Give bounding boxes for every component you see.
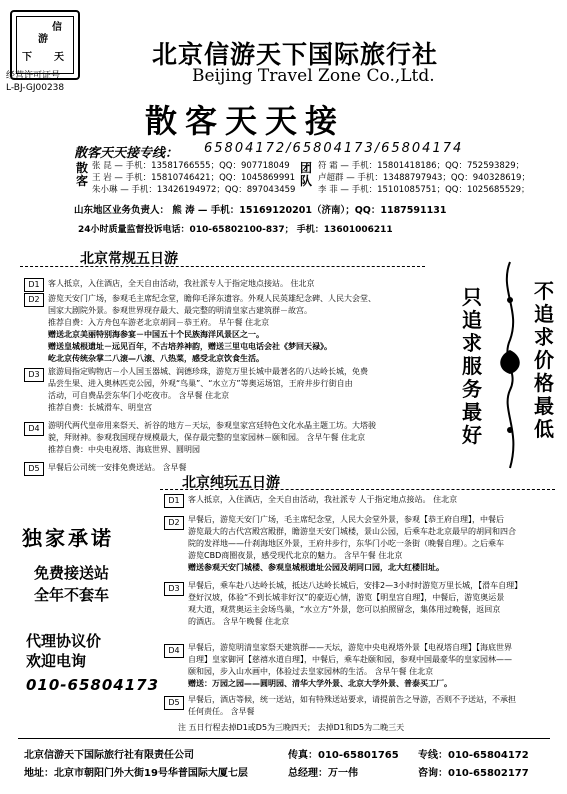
slogan: 散客天天接 xyxy=(145,102,346,140)
slogan-char: 求 xyxy=(462,331,482,355)
slogan-char: 服 xyxy=(462,354,482,378)
slogan-char: 低 xyxy=(534,417,554,441)
route2-title: 北京纯玩五日游 xyxy=(182,475,280,491)
day-line: 赠送北京美丽特别海参宴－中国五十个民族海洋风景区之一。 xyxy=(48,330,264,339)
logo-char: 信 xyxy=(52,22,62,33)
day-line: 赠送皇城根遗址－远见百年，不古培养神韵，赠送三里屯电话会社《梦回天禄》。 xyxy=(48,342,332,351)
contact-line: 张 昆 — 手机：13581766555；QQ：907718049 xyxy=(92,161,290,171)
route1-day-tag: D5 xyxy=(24,462,44,476)
contact-line: 卢超群 — 手机：13488797943；QQ：940328619； xyxy=(318,173,530,183)
slogan-char: 价 xyxy=(534,348,554,372)
slogan-char: 只 xyxy=(462,285,482,309)
license-label: 经营许可证号 xyxy=(6,71,61,81)
route2-day2 xyxy=(188,514,516,574)
day-line: 院的发祥地——什刹海地区外景，王府井步行，东华门小吃一条街（晚餐自理）。之后乘车 xyxy=(188,539,504,548)
day-line: 赠送：万园之园——圆明园、清华大学外景、北京大学外景、普泰买工厂。 xyxy=(188,679,452,688)
route1-day-tag: D2 xyxy=(24,293,44,307)
slogan-char: 格 xyxy=(534,371,554,395)
route1-day4 xyxy=(48,420,376,456)
day-line: 屹北京传统杂掌二八滚—八滚、八热菜，感受北京饮食生活。 xyxy=(48,354,264,363)
logo-char: 天 xyxy=(54,52,64,63)
day-line: 游览天安门广场，参观毛主席纪念堂，瞻仰毛泽东遗容。外观人民英雄纪念碑、人民大会堂、 xyxy=(48,294,376,303)
footer-hotline: 专线：010-65804172 xyxy=(418,750,529,761)
slogan-char: 追 xyxy=(462,308,482,332)
slogan-char: 最 xyxy=(534,394,554,418)
slogan-char: 好 xyxy=(462,423,482,447)
dept-tuandui-label: 团队 xyxy=(300,161,313,188)
footer-divider xyxy=(18,738,550,739)
day-line: 游览最大的古代宫殿宫殿群，瞻游皇天安门城楼，景山公园，后乘车赴北京最早的胡同和四合 xyxy=(188,527,516,536)
route2-day-tag: D4 xyxy=(164,644,184,658)
dept-sanke-contacts xyxy=(92,160,295,196)
day-line: 的酒店。 含早午晚餐 住北京 xyxy=(188,617,290,626)
shandong-contact: 山东地区业务负责人： 熊 涛 — 手机：15169120201（济南）；QQ：1187591131 xyxy=(74,205,447,216)
route2-divider xyxy=(160,489,555,490)
route2-day3 xyxy=(188,580,522,628)
day-line: 任何责任。 含早餐 xyxy=(188,707,255,716)
day-line: 早餐后，游览天安门广场，毛主席纪念堂，人民大会堂外景，参观【恭王府自理】，中餐后 xyxy=(188,515,504,524)
route2-note: 注 五日行程去掉D1或D5为三晚四天； 去掉D1和D5为二晚三天 xyxy=(178,723,405,732)
route2-day-tag: D5 xyxy=(164,696,184,710)
day-line: 客人抵京，入住酒店，全天自由活动，我社派专人于指定地点接站。 住北京 xyxy=(48,279,315,288)
dept-tuandui-contacts xyxy=(318,160,530,196)
day-line: 推荐自费：中央电视塔、海底世界、圆明园 xyxy=(48,445,200,454)
day-line: 早餐后，游览明清皇家祭天建筑群——天坛，游览中央电视塔外景【电视塔自理】【海底世界 xyxy=(188,643,512,652)
day-line: 早餐后，乘车赴八达岭长城，抵达八达岭长城后，安排2—3小时时游览万里长城，【滑车自理】 xyxy=(188,581,523,590)
day-line: 推荐自费：入方舟包车游老北京胡同－恭王府。 早午餐 住北京 xyxy=(48,318,270,327)
footer-company: 北京信游天下国际旅行社有限责任公司 xyxy=(24,750,194,761)
hotline-numbers: 65804172/65804173/65804174 xyxy=(204,141,464,156)
route1-day5 xyxy=(48,462,187,474)
day-line: 活动，可自费品尝东华门小吃夜市。 含早餐 住北京 xyxy=(48,391,230,400)
route1-day-tag: D4 xyxy=(24,422,44,436)
slogan-char: 最 xyxy=(462,400,482,424)
vertical-slogan-left xyxy=(460,286,484,447)
route2-day-tag: D3 xyxy=(164,582,184,596)
day-line: 国家大剧院外景。参观世界现存最大、最完整的明清皇家古建筑群－故宫。 xyxy=(48,306,312,315)
company-name-en: Beijing Travel Zone Co.,Ltd. xyxy=(192,66,435,86)
route2-day-tag: D2 xyxy=(164,516,184,530)
slogan-char: 求 xyxy=(534,325,554,349)
logo-char: 游 xyxy=(38,34,48,45)
day-line: 推荐自费：长城滑车、明皇宫 xyxy=(48,403,152,412)
contact-line: 王 岩 — 手机：15810746421；QQ：1045869991 xyxy=(92,173,296,183)
logo-char: 下 xyxy=(22,52,32,63)
day-line: 赠送参观天安门城楼、参观皇城根遗址公园及胡同口园，北大红楼旧址。 xyxy=(188,563,444,572)
agent-line1: 代理协议价 xyxy=(26,632,102,650)
footer-manager: 总经理：万一伟 xyxy=(288,768,358,779)
company-name-cn: 北京信游天下国际旅行社 xyxy=(152,40,439,69)
day-line: 颐和园，步入山水画中，体验过去皇家园林的生活。 含早午餐 住北京 xyxy=(188,667,434,676)
route2-day-tag: D1 xyxy=(164,494,184,508)
ornament-divider xyxy=(493,260,527,470)
service-complaint-line: 24小时质量监督投诉电话：010-65802100-837； 手机：13601006211 xyxy=(78,225,393,235)
contact-line: 符 霜 — 手机：15801418186；QQ：752593829； xyxy=(318,161,525,171)
contact-line: 朱小琳 — 手机：13426194972；QQ：897043459 xyxy=(92,185,296,195)
day-line: 游明代两代皇帝用来祭天、祈谷的地方－天坛，参观皇家宫廷特色文化水晶主题工坊。大塔骏 xyxy=(48,421,376,430)
day-line: 早餐后公司统一安排免费送站。 含早餐 xyxy=(48,463,187,472)
route1-title: 北京常规五日游 xyxy=(80,251,178,267)
vertical-slogan-right xyxy=(532,280,556,441)
promise-line1: 免费接送站 xyxy=(34,564,110,582)
hotline-label: 散客天天接专线： xyxy=(74,146,179,161)
license-info xyxy=(6,70,64,94)
day-line: 貌，拜财神。参观我国现存规模最大，保存最完整的皇家园林－颐和园。 含早午餐 住北京 xyxy=(48,433,366,442)
day-line: 客人抵京，入住酒店，全天自由活动，我社派专 人于指定地点接站。 住北京 xyxy=(188,495,458,504)
footer-fax: 传真：010-65801765 xyxy=(288,750,399,761)
agent-line2: 欢迎电询 xyxy=(26,652,87,670)
route2-day5 xyxy=(188,694,516,718)
day-line: 自理】皇家御河【慈禧水道自理】，中餐后，乘车赴颐和园，参观中国最豪华的皇家园林—— xyxy=(188,655,512,664)
contact-line: 李 菲 — 手机：15101085751；QQ：1025685529； xyxy=(318,185,530,195)
footer-address: 地址：北京市朝阳门外大街19号华普国际大厦七层 xyxy=(24,768,248,779)
promise-line2: 全年不套车 xyxy=(34,586,110,604)
route1-divider xyxy=(20,266,425,267)
day-line: 旅游局指定购物店－小人国玉器城、润德珍珠，游览万里长城中最著名的八达岭长城，免费 xyxy=(48,367,368,376)
route2-day1 xyxy=(188,494,457,506)
license-number: L-BJ-GJ00238 xyxy=(6,83,65,93)
route1-day2 xyxy=(48,293,376,365)
footer-consult: 咨询：010-65802177 xyxy=(418,768,529,779)
day-line: 品尝生果、进入奥林匹克公园，外观“鸟巢”、“水立方”等奥运场馆，王府井步行街自由 xyxy=(48,379,353,388)
dept-sanke-label: 散客 xyxy=(76,161,89,188)
slogan-char: 追 xyxy=(534,302,554,326)
promise-title: 独家承诺 xyxy=(22,526,114,550)
day-line: 登好汉坡，体验“不到长城非好汉”的豪迈心情，游览【明皇宫自理】，中餐后，游览奥运景 xyxy=(188,593,505,602)
day-line: 游览CBD商圈夜景，感受现代北京的魅力。 含早午餐 住北京 xyxy=(188,551,403,560)
route1-day-tag: D1 xyxy=(24,278,44,292)
day-line: 观大道，观赏奥运主会场鸟巢，“水立方”外景，您可以拍照留念，集体用过晚餐，返回京 xyxy=(188,605,501,614)
slogan-char: 务 xyxy=(462,377,482,401)
route1-day-tag: D3 xyxy=(24,368,44,382)
route2-day4 xyxy=(188,642,512,690)
day-line: 早餐后，酒店等候，统一送站，如有特殊送站要求，请提前告之导游，否则不予送站，不承担 xyxy=(188,695,516,704)
route1-day3 xyxy=(48,366,368,414)
agent-phone: 010-65804173 xyxy=(26,676,160,694)
route1-day1 xyxy=(48,278,315,290)
slogan-char: 不 xyxy=(534,279,554,303)
